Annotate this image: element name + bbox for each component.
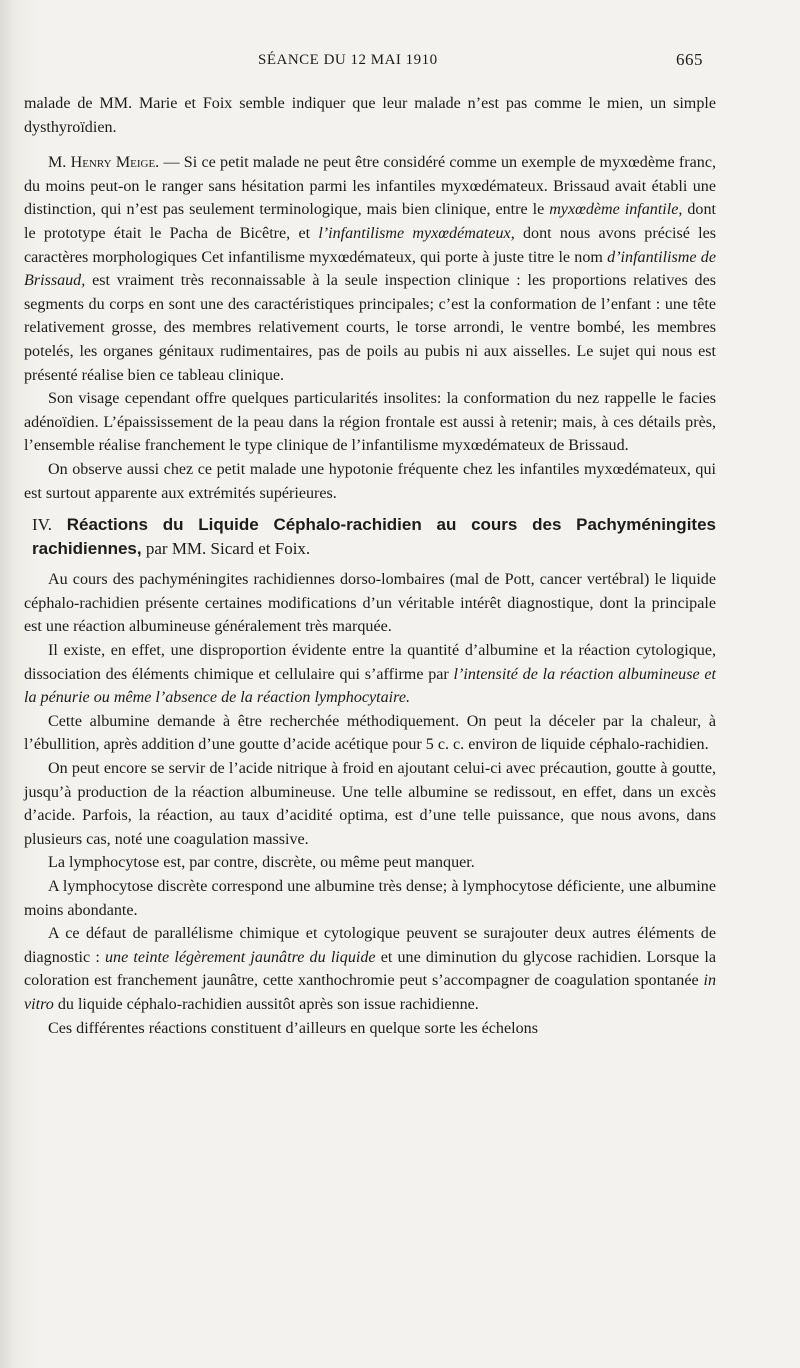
paragraph-albumine: Cette albumine demande à être recherchée méthodiquement. On peut la déceler par la chaleur, à l’ébullition, après addition d’une goutte d’acide acétique pour 5 c. c. environ de liquide céphalo-rachidien.	[24, 712, 716, 754]
speaker-name: M. Henry Meige. —	[48, 154, 180, 172]
running-head: SÉANCE DU 12 MAI 1910	[258, 52, 438, 68]
section-heading	[24, 513, 716, 560]
paragraph-meige: M. Henry Meige. — Si ce petit malade ne peut être considéré comme un exemple de myxœdème franc, du moins peut-on le ranger sans hésitation parmi les infantiles myxœdémateux. Brissaud avait établi une distinction, qui n’est pas seulement terminologique, mais bien clinique, entre le myxœdème infantile, dont le prototype était le Pacha de Bicêtre, et l’infantilisme myxœdémateux, dont nous avons précisé les caractères morphologiques Cet infantilisme myxœdémateux, qui porte à juste titre le nom d’infantilisme de Brissaud, est vraiment très reconnaissable à la seule inspection clinique : les proportions relatives des segments du corps en sont une des caractéristiques principales; c’est la conformation de l’enfant : une tête relativement grosse, des membres relativement courts, le torse arrondi, le ventre bombé, les membres potelés, les organes génitaux rudimentaires, pas de poils au pubis ni aux aisselles. Le sujet qui nous est présenté réalise bien ce tableau clinique.	[24, 154, 716, 384]
page-header	[0, 50, 800, 74]
paragraph-lymphocytose: La lymphocytose est, par contre, discrète, ou même peut manquer.	[48, 854, 475, 872]
page-number: 665	[676, 50, 703, 69]
section-authors: par MM. Sicard et Foix.	[141, 538, 311, 558]
body-text	[24, 92, 716, 1040]
section-number: IV.	[32, 515, 52, 535]
paragraph-lymphocytose-discrete: A lymphocytose discrète correspond une albumine très dense; à lymphocytose déficiente, une albumine moins abondante.	[24, 878, 716, 919]
paragraph-acide-nitrique: On peut encore se servir de l’acide nitrique à froid en ajoutant celui-ci avec précaution, goutte à goutte, jusqu’à production de la réaction albumineuse. Une telle albumine se redissout, en effet, dans un excès d’acide. Parfois, la réaction, au taux d’acidité optima, est d’une telle puissance, que nous avons, dans plusieurs cas, noté une coagulation massive.	[24, 760, 716, 848]
paragraph-intro: Au cours des pachyméningites rachidiennes dorso-lombaires (mal de Pott, cancer vertébral) le liquide céphalo-rachidien présente certaines modifications d’un véritable intérêt diagnostique, dont la principale est une réaction albumineuse généralement très marquée.	[24, 571, 716, 636]
section-title: Réactions du Liquide Céphalo-rachidien au cours des Pachyméningites rachidiennes,	[32, 515, 716, 558]
paragraph-continuation: malade de MM. Marie et Foix semble indiquer que leur malade n’est pas comme le mien, un simple dysthyroïdien.	[24, 95, 716, 136]
paragraph-visage: Son visage cependant offre quelques particularités insolites: la conformation du nez rappelle le facies adénoïdien. L’épaississement de la peau dans la région frontale est aussi à retenir; mais, à ces détails près, l’ensemble réalise franchement le type clinique de l’infantilisme myxœdémateux de Brissaud.	[24, 390, 716, 455]
paragraph-hypotonie: On observe aussi chez ce petit malade une hypotonie fréquente chez les infantiles myxœdémateux, qui est surtout apparente aux extrémités supérieures.	[24, 460, 716, 502]
paragraph-parallelisme: A ce défaut de parallélisme chimique et cytologique peuvent se surajouter deux autres éléments de diagnostic : une teinte légèrement jaunâtre du liquide et une diminution du glycose rachidien. Lorsque la coloration est franchement jaunâtre, cette xanthochromie peut s’accompagner de coagulation spontanée in vitro du liquide céphalo-rachidien aussitôt après son issue rachidienne.	[24, 925, 716, 1013]
paragraph-disproportion: Il existe, en effet, une disproportion évidente entre la quantité d’albumine et la réaction cytologique, dissociation des éléments chimique et cellulaire qui s’affirme par l’intensité de la réaction albumineuse et la pénurie ou même l’absence de la réaction lymphocytaire.	[24, 642, 717, 707]
paragraph-echelons: Ces différentes réactions constituent d’ailleurs en quelque sorte les échelons	[48, 1019, 538, 1037]
